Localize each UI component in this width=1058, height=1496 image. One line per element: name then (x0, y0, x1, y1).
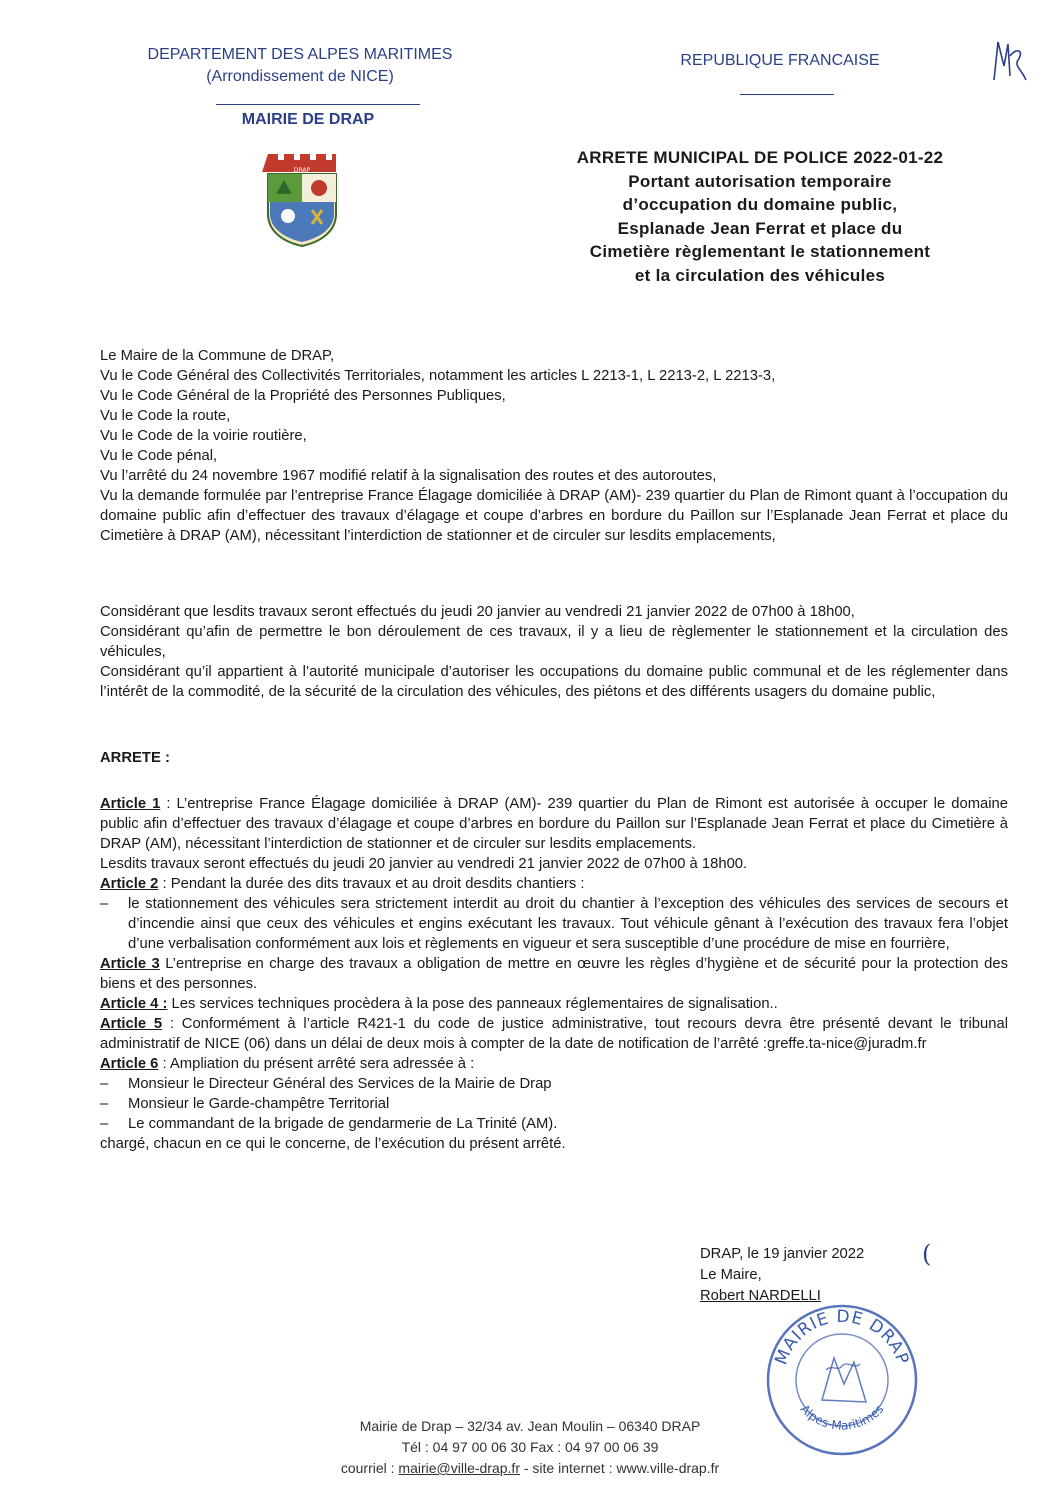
title-line-5: Cimetière règlementant le stationnement (589, 242, 931, 261)
arrondissement: (Arrondissement de NICE) (206, 68, 394, 85)
article-5-label: Article 5 (100, 1016, 163, 1032)
closing-line: chargé, chacun en ce qui le concerne, de l’exécution du présent arrêté. (100, 1136, 566, 1152)
considerant: Considérant que lesdits travaux seront effectués du jeudi 20 janvier au vendredi 21 janvier 2022 de 07h00 à 18h00, (100, 604, 855, 620)
dash-bullet: – (100, 1076, 109, 1092)
article-2-item-text: le stationnement des véhicules sera strictement interdit au droit du chantier à l’exception des véhicules des services de secours et d’incendie ainsi que ceux des véhicules et engins exécutant les travaux. Tout véhicule gênant à l’exécution des travaux fera l’objet d’une verbalisation conformément aux lois et règlements en vigueur et sera susceptible d’une procédure de mise en fourrière, (128, 896, 1008, 952)
footer-address: Mairie de Drap – 32/34 av. Jean Moulin – 06340 DRAP (359, 1418, 701, 1434)
article-1 (100, 794, 1008, 854)
department-header (130, 44, 470, 88)
dash-bullet: – (100, 1096, 109, 1112)
considerant: Considérant qu’il appartient à l’autorité municipale d’autoriser les occupations du domaine public communal et de les réglementer dans l’intérêt de la commodité, de la sécurité de la circulation des véhicules, des piétons et des différents usagers du domaine public, (100, 664, 1008, 700)
article-6 (100, 1054, 1008, 1074)
article-6-text: : Ampliation du présent arrêté sera adressée à : (158, 1056, 475, 1072)
header-divider-right (740, 94, 834, 95)
considerants (100, 602, 1008, 702)
ampliation-item (100, 1074, 1008, 1094)
ampliation-item-text: Monsieur le Garde-champêtre Territorial (128, 1096, 390, 1112)
dash-bullet: – (100, 896, 109, 912)
crest-label: DRAP (293, 167, 311, 174)
dash-bullet: – (100, 1116, 109, 1132)
initials-signature-icon (988, 36, 1028, 86)
article-1-dates: Lesdits travaux seront effectués du jeudi 20 janvier au vendredi 21 janvier 2022 de 07h00 à 18h00. (100, 856, 748, 872)
footer (230, 1416, 830, 1479)
footer-website: - site internet : www.ville-drap.fr (519, 1460, 720, 1476)
article-1-text: : L’entreprise France Élagage domiciliée à DRAP (AM)- 239 quartier du Plan de Rimont est autorisée à occuper le domaine public afin d’effectuer des travaux d’élagage et coupe d’arbres en bordure du Paillon sur l’Esplanade Jean Ferrat et place du Cimetière à DRAP (AM), nécessitant l’interdiction de stationner et de circuler sur lesdits emplacements. (100, 796, 1008, 852)
stamp-text-bottom: Alpes-Maritimes (797, 1401, 887, 1433)
preamble-line: Vu la demande formulée par l’entreprise France Élagage domiciliée à DRAP (AM)- 239 quartier du Plan de Rimont quant à l’occupation du domaine public afin d’effectuer des travaux d’élagage et coupe d’arbres en bordure du Paillon sur l’Esplanade Jean Ferrat et place du Cimetière à DRAP (AM), nécessitant l’interdiction de stationner et de circuler sur lesdits emplacements, (100, 488, 1008, 544)
article-4-label: Article 4 : (100, 996, 168, 1012)
footer-contact (230, 1458, 830, 1479)
ampliation-item (100, 1094, 1008, 1114)
article-2-label: Article 2 (100, 876, 159, 892)
article-2-text: : Pendant la durée des dits travaux et au droit desdits chantiers : (158, 876, 585, 892)
preamble-line: Le Maire de la Commune de DRAP, (100, 348, 335, 364)
preamble-line: Vu le Code la route, (100, 408, 231, 424)
ampliation-item (100, 1114, 1008, 1134)
signature-name: Robert NARDELLI (700, 1288, 821, 1304)
header-divider-left (216, 104, 420, 105)
footer-contact-prefix: courriel : (340, 1460, 399, 1476)
preamble-line: Vu le Code Général des Collectivités Territoriales, notamment les articles L 2213-1, L 2213-2, L 2213-3, (100, 368, 776, 384)
footer-phone: Tél : 04 97 00 06 30 Fax : 04 97 00 06 39 (401, 1439, 659, 1455)
ampliation-item-text: Monsieur le Directeur Général des Services de la Mairie de Drap (128, 1076, 552, 1092)
arrete-title (540, 146, 980, 287)
article-3 (100, 954, 1008, 994)
signature-date: DRAP, le 19 janvier 2022 (700, 1246, 865, 1262)
article-2-item (100, 894, 1008, 954)
articles (100, 794, 1008, 1154)
article-3-text: L’entreprise en charge des travaux a obligation de mettre en œuvre les règles d’hygiène et de sécurité pour la protection des biens et des personnes. (100, 956, 1008, 992)
stamp-text-top: MAIRIE DE DRAP (771, 1306, 913, 1368)
title-line-2: Portant autorisation temporaire (628, 171, 892, 191)
article-4-text: Les services techniques procèdera à la pose des panneaux réglementaires de signalisation.. (167, 996, 778, 1012)
mairie-name: MAIRIE DE DRAP (241, 111, 375, 128)
preamble-line: Vu le Code de la voirie routière, (100, 428, 307, 444)
preamble-line: Vu le Code pénal, (100, 448, 218, 464)
signature-block (700, 1244, 864, 1307)
article-6-label: Article 6 (100, 1056, 159, 1072)
republic-header: REPUBLIQUE FRANCAISE (680, 52, 880, 69)
article-5 (100, 1014, 1008, 1054)
title-line-4: Esplanade Jean Ferrat et place du (617, 218, 903, 238)
handwritten-mark: ( (922, 1240, 932, 1268)
article-5-text: : Conformément à l’article R421-1 du code de justice administrative, tout recours devra être présenté devant le tribunal administratif de NICE (06) dans un délai de deux mois à compter de la date de notification de l’arrêté :greffe.ta-nice@juradm.fr (100, 1016, 1008, 1052)
preamble-line: Vu le Code Général de la Propriété des Personnes Publiques, (100, 388, 506, 404)
preamble-line: Vu l’arrêté du 24 novembre 1967 modifié relatif à la signalisation des routes et des autoroutes, (100, 468, 717, 484)
department-name: DEPARTEMENT DES ALPES MARITIMES (147, 46, 453, 63)
signature-role: Le Maire, (700, 1267, 762, 1283)
town-crest-icon (262, 150, 342, 248)
title-line-1: ARRETE MUNICIPAL DE POLICE 2022-01-22 (576, 148, 944, 167)
preamble (100, 346, 1008, 546)
article-1-label: Article 1 (100, 796, 161, 812)
title-line-6: et la circulation des véhicules (634, 265, 886, 285)
footer-email-link[interactable]: mairie@ville-drap.fr (398, 1460, 520, 1476)
article-4 (100, 994, 1008, 1014)
arrete-label: ARRETE : (100, 750, 170, 766)
title-line-3: d’occupation du domaine public, (622, 195, 898, 214)
article-2 (100, 874, 1008, 894)
considerant: Considérant qu’afin de permettre le bon déroulement de ces travaux, il y a lieu de règlementer le stationnement et la circulation des véhicules, (100, 624, 1008, 660)
ampliation-item-text: Le commandant de la brigade de gendarmerie de La Trinité (AM). (128, 1116, 558, 1132)
article-3-label: Article 3 (100, 956, 160, 972)
